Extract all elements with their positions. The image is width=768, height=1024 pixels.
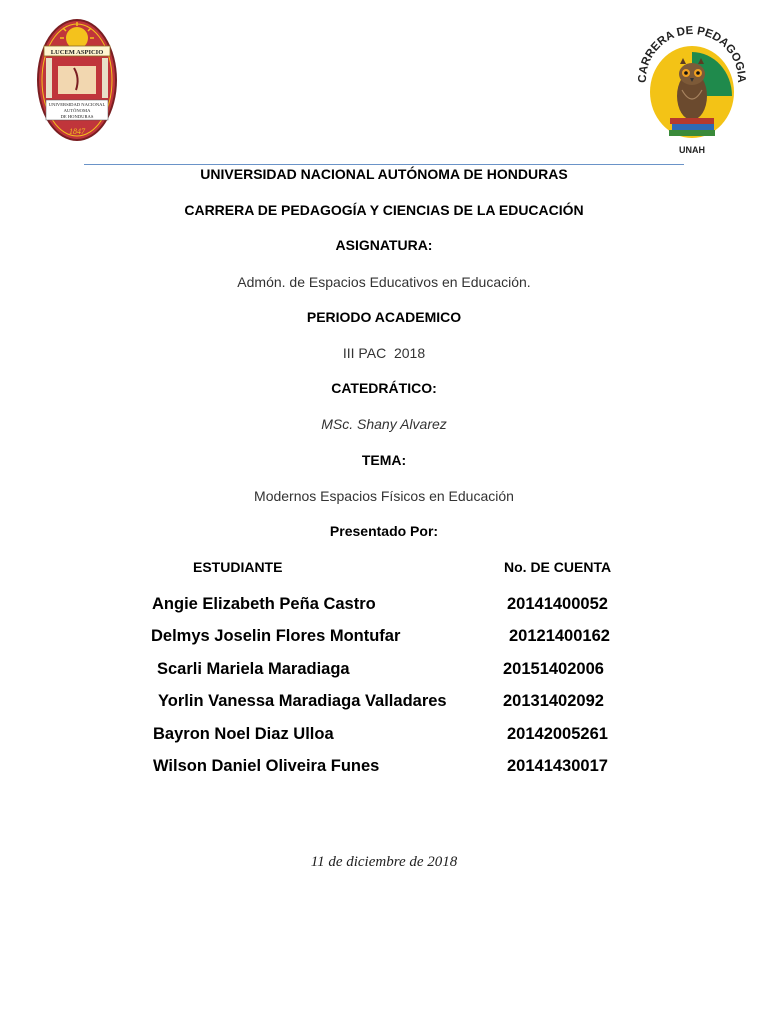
pedagogia-owl-logo (632, 12, 750, 158)
seal-plate-line-3: DE HONDURAS (60, 114, 94, 119)
presentado-label: Presentado Por: (329, 523, 439, 539)
student-account: 20121400162 (509, 627, 610, 645)
student-account: 20131402092 (503, 692, 604, 710)
student-account: 20142005261 (507, 725, 608, 743)
university-title: UNIVERSIDAD NACIONAL AUTÓNOMA DE HONDURAS (200, 166, 568, 182)
student-name: Scarli Mariela Maradiaga (157, 660, 350, 678)
student-name: Wilson Daniel Oliveira Funes (153, 757, 380, 775)
books-icon (669, 118, 715, 136)
student-account: 20141430017 (507, 757, 608, 775)
unah-seal-logo (36, 18, 118, 142)
header-divider (84, 164, 684, 165)
student-name: Yorlin Vanessa Maradiaga Valladares (158, 692, 447, 710)
seal-plate-line-2: AUTÓNOMA (63, 108, 91, 113)
seal-year: 1847 (69, 127, 85, 136)
tema-label: TEMA: (361, 452, 407, 468)
periodo-value: III PAC 2018 (342, 345, 426, 361)
column-header-student: ESTUDIANTE (193, 559, 283, 575)
document-date: 11 de diciembre de 2018 (310, 854, 458, 870)
catedratico-value: MSc. Shany Alvarez (321, 416, 447, 432)
asignatura-label: ASIGNATURA: (335, 237, 433, 253)
badge-arc-text: CARRERA DE PEDAGOGIA (636, 24, 748, 83)
student-name: Angie Elizabeth Peña Castro (152, 595, 376, 613)
seal-banner-text: LUCEM ASPICIO (50, 49, 104, 56)
student-account: 20141400052 (507, 595, 608, 613)
career-title: CARRERA DE PEDAGOGÍA Y CIENCIAS DE LA EDUCACIÓN (184, 202, 584, 218)
badge-caption: UNAH (679, 145, 705, 155)
student-name: Delmys Joselin Flores Montufar (151, 627, 401, 645)
student-name: Bayron Noel Diaz Ulloa (153, 725, 334, 743)
catedratico-label: CATEDRÁTICO: (331, 380, 437, 396)
student-account: 20151402006 (503, 660, 604, 678)
column-header-account: No. DE CUENTA (504, 559, 612, 575)
asignatura-value: Admón. de Espacios Educativos en Educación. (237, 274, 531, 290)
tema-value: Modernos Espacios Físicos en Educación (254, 488, 514, 504)
seal-plate-line-1: UNIVERSIDAD NACIONAL (48, 102, 106, 107)
periodo-label: PERIODO ACADEMICO (306, 309, 462, 325)
